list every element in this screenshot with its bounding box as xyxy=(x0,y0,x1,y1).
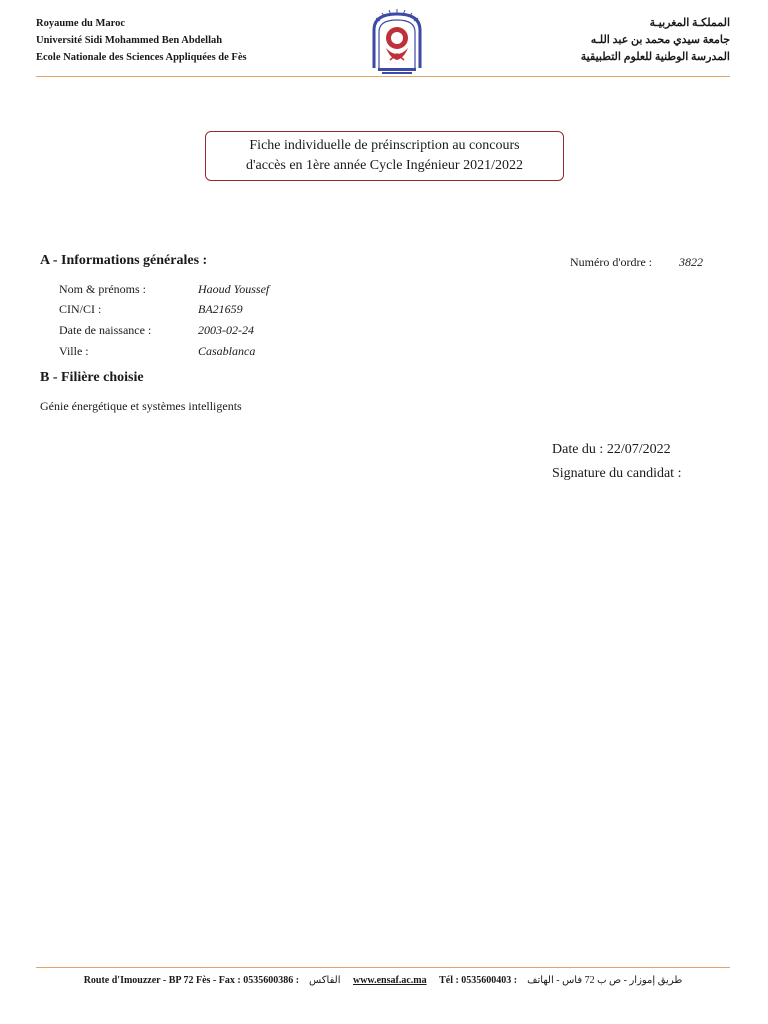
field-label-city: Ville : xyxy=(59,344,89,358)
order-number-value: 3822 xyxy=(679,255,703,269)
header-left-block xyxy=(36,15,247,66)
university-emblem-icon xyxy=(364,8,430,76)
header-left-line: Université Sidi Mohammed Ben Abdellah xyxy=(36,35,223,46)
footer-phone: Tél : 0535600403 : xyxy=(439,975,518,986)
header-divider xyxy=(36,76,730,77)
form-title-line: d'accès en 1ère année Cycle Ingénieur 2021/2022 xyxy=(246,158,523,173)
field-label-name: Nom & prénoms : xyxy=(59,282,146,296)
footer-website-link[interactable]: www.ensaf.ac.ma xyxy=(352,975,427,986)
section-a-heading: A - Informations générales : xyxy=(40,253,208,268)
footer-contact xyxy=(36,975,730,986)
date-line: Date du : 22/07/2022 xyxy=(552,442,671,457)
footer-phone-arabic: طريق إموزار - ص ب 72 فاس - الهاتف xyxy=(527,975,683,986)
header-left-line: Ecole Nationale des Sciences Appliquées de Fès xyxy=(36,52,247,63)
header-left-line: Royaume du Maroc xyxy=(36,18,126,29)
field-value-name: Haoud Youssef xyxy=(198,282,270,296)
footer-fax-arabic: الفاكس xyxy=(309,975,341,986)
field-label-cin: CIN/CI : xyxy=(59,302,102,316)
section-b-heading: B - Filière choisie xyxy=(40,370,144,385)
form-title-line: Fiche individuelle de préinscription au concours xyxy=(249,138,520,153)
field-value-cin: BA21659 xyxy=(198,302,243,316)
footer-address: Route d'Imouzzer - BP 72 Fès - Fax : 0535600386 : xyxy=(83,975,300,986)
form-title-box xyxy=(205,131,564,181)
field-value-city: Casablanca xyxy=(198,344,256,358)
header-right-block xyxy=(581,15,730,66)
footer-divider xyxy=(36,967,730,968)
header-right-line: المدرسة الوطنية للعلوم التطبيقية xyxy=(580,51,730,63)
field-value-birthdate: 2003-02-24 xyxy=(198,323,254,337)
header-right-line: المملكـة المغربيـة xyxy=(649,17,730,29)
chosen-program: Génie énergétique et systèmes intelligents xyxy=(40,399,242,413)
order-number-label: Numéro d'ordre : xyxy=(570,255,653,269)
header-right-line: جامعة سيدي محمد بن عبد اللـه xyxy=(590,34,730,46)
signature-line: Signature du candidat : xyxy=(552,466,682,481)
field-label-birthdate: Date de naissance : xyxy=(59,323,152,337)
